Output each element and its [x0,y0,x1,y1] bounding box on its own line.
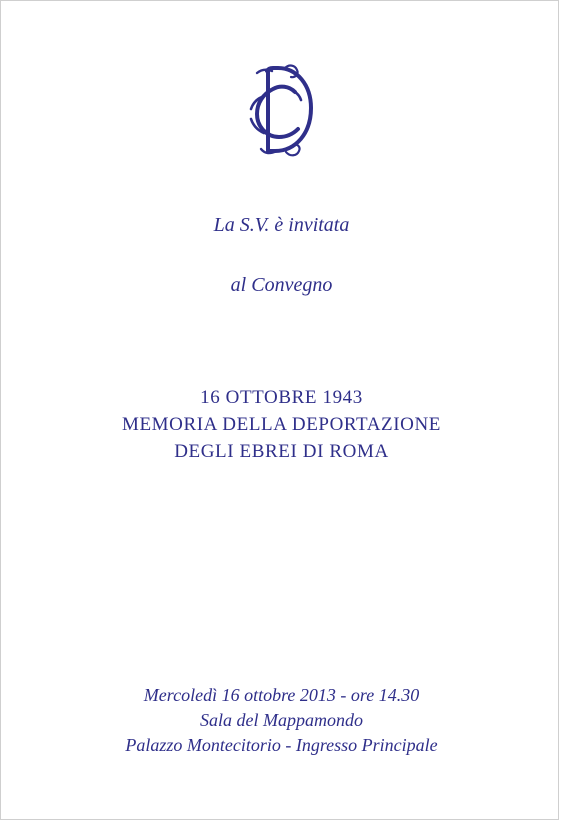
monogram-dc-icon [237,63,323,159]
event-title-line-1: 16 OTTOBRE 1943 [200,387,363,408]
event-title-line-3: DEGLI EBREI DI ROMA [174,441,389,462]
invitation-line-2: al Convegno [230,274,333,296]
event-venue: Palazzo Montecitorio - Ingresso Principale [125,735,438,755]
event-date-time: Mercoledì 16 ottobre 2013 - ore 14.30 [143,685,420,705]
event-room: Sala del Mappamondo [200,710,363,730]
invitation-line-1: La S.V. è invitata [213,214,350,236]
event-title-line-2: MEMORIA DELLA DEPORTAZIONE [121,414,442,435]
